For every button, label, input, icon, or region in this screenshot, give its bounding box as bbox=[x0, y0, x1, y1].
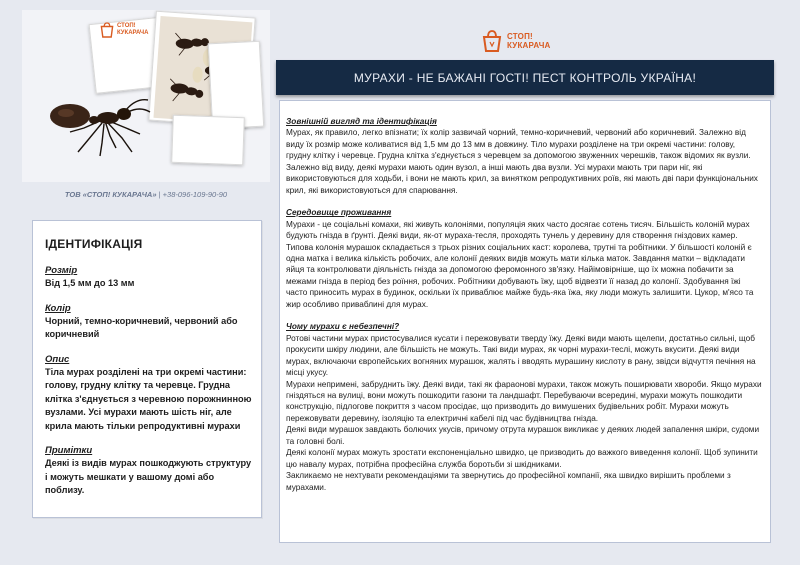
notes-value: Деякі із видів мурах пошкоджують структуру і можуть мешкати у вашому домі або поблизу. bbox=[45, 458, 252, 495]
banner-title: МУРАХИ - НЕ БАЖАНІ ГОСТІ! ПЕСТ КОНТРОЛЬ УКРАЇНА! bbox=[353, 70, 697, 85]
bucket-logo-icon bbox=[482, 30, 502, 52]
description-label: Опис bbox=[45, 353, 70, 365]
danger-paragraph-5: Закликаємо не нехтувати рекомендаціями та звернутись до професійної компанії, яка швидко вирішить проблеми з мурахами. bbox=[286, 471, 731, 492]
appearance-text: Мурах, як правило, легко впізнати; їх колір зазвичай чорний, темно-коричневий, червоний або коричневий. Залежно від виду їх розмір може коливатися від 1,5 мм до 13 мм в довжину. Тіло мурахи розділене на три окремі частини: голову, грудну клітку і черевце. Грудна клітка з'єднується з черевцем за допомогою звуженних черешків, також відомих як вузли. Залежно від виду, деякі мурахи мають один вузол, а інші мають два вузли. Усі мурахи мають три пари ніг, які використовуються для ходьби, і вони не мають крил, за винятком репродуктивних роїв, які мають дві пари функціональних крил, які використовуються для спарювання. bbox=[286, 128, 758, 195]
photo-logo-line1: СТОП! bbox=[117, 23, 136, 29]
ant-illustration bbox=[44, 88, 154, 158]
habitat-text: Мурахи - це соціальні комахи, які живуть колоніями, популяція яких часто досягає сотень тисяч. Більшість колоній мурах будують гнізда в ґрунті. Деякі види, як-от мураха-тесля, проходять тунель у деревину для створення гніздових камер. Типова колонія мурашок складається з трьох різних соціальних каст: королева, трутні та робітники. У більшості колоній є одна матка і велика кількість робочих, але колонії деяких видів можуть мати кілька маток. Завдання матки – відкладати яйця та контролювати діяльність гнізда за допомогою феромонного зв'язку. Найімовірніше, що їх можна побачити за межами гнізда в період без роїння, робочих. Робітники добувають їжу, щоб відвезти її назад до колонії. Здобування їжі часто приносить мурах в будинок, оскільки їх приваблює майже будь-яка їжа, яку люди можуть залишити. Цукор, м'ясо та жир особливо приваблині для мурах. bbox=[286, 219, 754, 309]
appearance-section bbox=[286, 116, 762, 196]
danger-section bbox=[286, 321, 762, 493]
appearance-title: Зовнішній вигляд та ідентифікація bbox=[286, 117, 437, 126]
identification-title: ІДЕНТИФІКАЦІЯ bbox=[45, 237, 143, 251]
company-phone: | +38-096-109-90-90 bbox=[158, 190, 228, 199]
photo-logo bbox=[100, 22, 148, 38]
size-value: Від 1,5 мм до 13 мм bbox=[45, 278, 135, 288]
danger-paragraph-3: Деякі види мурашок завдають болючих укусів, причому отрута мурашок викликає у деяких людей запалення шкіри, судоми та головні болі. bbox=[286, 425, 760, 446]
color-block bbox=[45, 303, 253, 342]
danger-title: Чому мурахи є небезпечні? bbox=[286, 322, 400, 332]
logo-line2: КУКАРАЧА bbox=[507, 41, 551, 50]
size-block bbox=[45, 265, 253, 291]
notes-block bbox=[45, 445, 253, 498]
photo-logo-line2: КУКАРАЧА bbox=[117, 30, 149, 36]
company-contact bbox=[22, 190, 270, 199]
logo-line1: СТОП! bbox=[507, 31, 533, 41]
danger-paragraph-1: Ротові частини мурах пристосувалися кусати і пережовувати тверду їжу. Деякі види мають щелепи, достатньо сильні, щоб прокусити шкіру людини, але більшість не можуть. Такі види мурах, як чорні мурахи-теслі, можуть вкусити. Деякі види мурах, включаючи європейських вогняних мурашок, жалять і вводять мурашину кислоту в рану, звідси відчуття печіння на місці укусу. bbox=[286, 333, 756, 378]
description-block bbox=[45, 354, 253, 434]
bucket-logo-icon bbox=[100, 22, 114, 38]
identification-card bbox=[32, 220, 262, 518]
color-label: Колір bbox=[45, 302, 71, 314]
brand-logo bbox=[482, 26, 551, 56]
notes-label: Примітки bbox=[45, 445, 93, 456]
article-card bbox=[279, 100, 771, 543]
danger-paragraph-4: Деякі колонії мурах можуть зростати експоненціально швидко, це призводить до важкого виведення колонії. Щоб зупинити цю навалу мурах, потрібна професійна служба боротьби зі шкідниками. bbox=[286, 448, 758, 469]
left-column bbox=[22, 10, 270, 555]
habitat-title: Середовище проживання bbox=[286, 208, 392, 218]
size-label: Розмір bbox=[45, 265, 78, 276]
photo-collage-card bbox=[22, 10, 270, 182]
title-banner bbox=[276, 60, 774, 95]
color-value: Чорний, темно-коричневий, червоний або коричневий bbox=[45, 315, 238, 339]
description-value: Тіла мурах розділені на три окремі частини: голову, грудну клітку та черевце. Грудна клітка з'єднується з черевною порожнинною вузлами. Усі мурахи мають шість ніг, але крила мають тільки репродуктивні мурахи bbox=[45, 366, 252, 431]
habitat-section bbox=[286, 207, 762, 310]
danger-paragraph-2: Мурахи непримені, забруднить їжу. Деякі види, такі як фараонові мурахи, також можуть поширювати хвороби. Якщо мурахи гніздяться на вулиці, вони можуть пошкодити газони та ландшафт. Перебуваючи всередині, мурахи можуть пошкодити конструкцію, підлогове покриття з часом просідає, що призводить до вимушених будівельних робіт. Мурахи можуть пережовувати деревину, ізоляцію та електричні кабелі під час будівництва гнізда. bbox=[286, 379, 762, 423]
company-name: ТОВ «СТОП! КУКАРАЧА» bbox=[64, 190, 157, 199]
